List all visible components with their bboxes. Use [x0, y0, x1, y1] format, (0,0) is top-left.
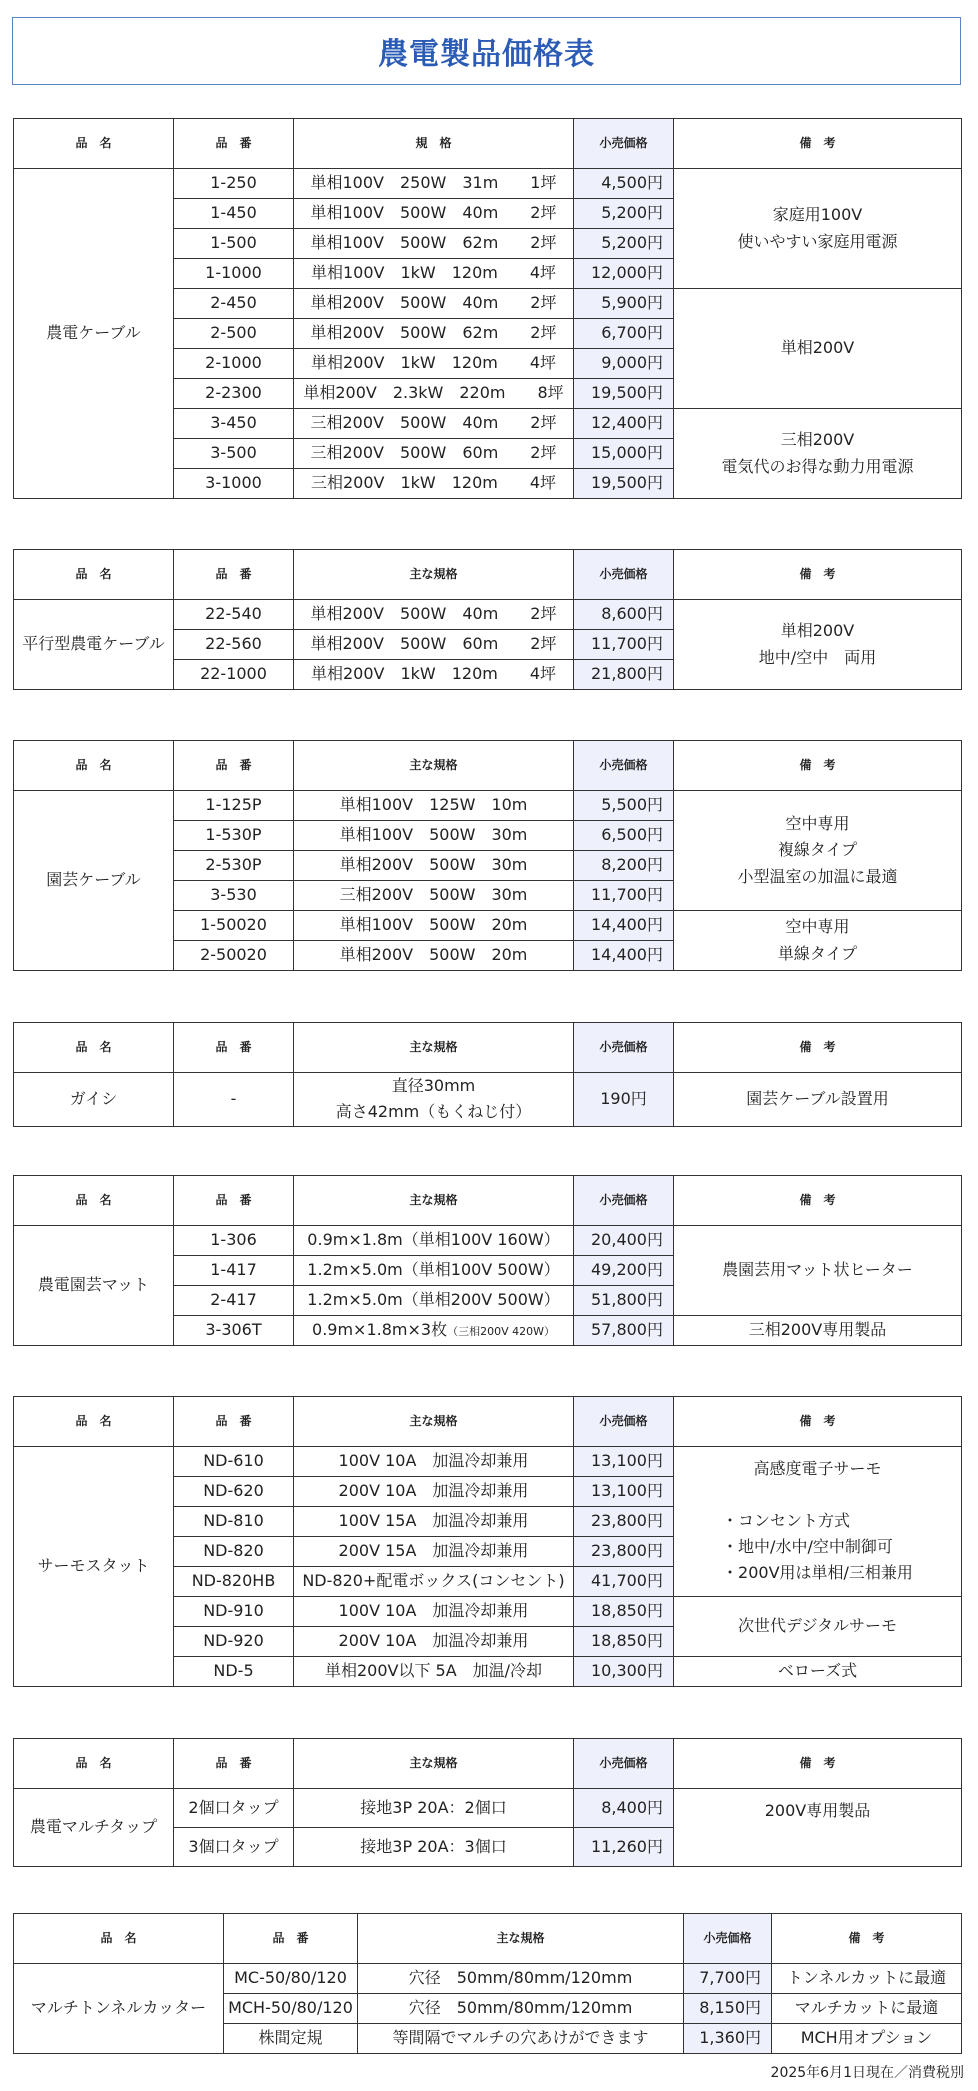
remarks-cell: 園芸ケーブル設置用 [674, 1073, 962, 1127]
spec-cell: 200V 15A 加温冷却兼用 [294, 1537, 574, 1567]
code-cell: 株間定規 [224, 2024, 358, 2054]
spec-cell: 200V 10A 加温冷却兼用 [294, 1477, 574, 1507]
price-cell: 6,700円 [574, 319, 674, 349]
remark-line: ・地中/水中/空中制御可 [722, 1537, 893, 1556]
header-remarks: 備 考 [674, 119, 962, 169]
code-cell: 2-50020 [174, 941, 294, 971]
table-header-row [14, 550, 962, 600]
code-cell: 1-417 [174, 1256, 294, 1286]
table-row [14, 1964, 962, 1994]
code-cell: - [174, 1073, 294, 1127]
spec-line: 高さ42mm（もくねじ付） [335, 1102, 532, 1122]
remarks-cell: ベローズ式 [674, 1657, 962, 1687]
spec-cell [294, 1073, 574, 1127]
remarks-cell [674, 600, 962, 690]
header-price: 小売価格 [574, 119, 674, 169]
price-cell: 1,360円 [684, 2024, 772, 2054]
remarks-cell [674, 1447, 962, 1597]
remarks-cell: MCH用オプション [772, 2024, 962, 2054]
spec-cell: 接地3P 20A：3個口 [294, 1828, 574, 1867]
category-cell: 農電ケーブル [14, 169, 174, 499]
spec-cell: 100V 15A 加温冷却兼用 [294, 1507, 574, 1537]
category-cell: 平行型農電ケーブル [14, 600, 174, 690]
header-remarks: 備 考 [674, 550, 962, 600]
remark-line [678, 1483, 957, 1508]
price-table-parallel-cable [13, 549, 962, 690]
header-name: 品 名 [14, 119, 174, 169]
code-cell: 1-530P [174, 821, 294, 851]
price-cell: 14,400円 [574, 941, 674, 971]
price-cell: 5,500円 [574, 791, 674, 821]
price-cell: 21,800円 [574, 660, 674, 690]
header-price: 小売価格 [684, 1914, 772, 1964]
spec-cell: 単相200V 1kW 120m 4坪 [294, 349, 574, 379]
remarks-cell [674, 911, 962, 971]
code-cell: 22-560 [174, 630, 294, 660]
spec-cell: 単相100V 1kW 120m 4坪 [294, 259, 574, 289]
price-table-cable [13, 118, 962, 499]
spec-main: 0.9m×1.8m×3枚 [312, 1320, 448, 1340]
remark-line: 使いやすい家庭用電源 [737, 231, 898, 251]
header-code: 品 番 [174, 1023, 294, 1073]
spec-line: 直径30mm [391, 1076, 476, 1095]
spec-cell: 100V 10A 加温冷却兼用 [294, 1597, 574, 1627]
header-price: 小売価格 [574, 741, 674, 791]
spec-cell: 単相100V 250W 31m 1坪 [294, 169, 574, 199]
code-cell: MCH-50/80/120 [224, 1994, 358, 2024]
category-cell: 農電園芸マット [14, 1226, 174, 1346]
spec-cell: 単相200V 2.3kW 220m 8坪 [294, 379, 574, 409]
price-cell: 9,000円 [574, 349, 674, 379]
price-cell: 6,500円 [574, 821, 674, 851]
code-cell: ND-610 [174, 1447, 294, 1477]
spec-cell: 0.9m×1.8m（単相100V 160W） [294, 1226, 574, 1256]
code-cell: 22-540 [174, 600, 294, 630]
table-header-row [14, 1023, 962, 1073]
code-cell: 3個口タップ [174, 1828, 294, 1867]
remark-line: 単相200V [780, 621, 855, 641]
remark-line: ・200V用は単相/三相兼用 [722, 1563, 913, 1583]
remark-line: 地中/空中 両用 [758, 647, 877, 667]
spec-cell: 接地3P 20A：2個口 [294, 1789, 574, 1828]
code-cell: 1-450 [174, 199, 294, 229]
header-price: 小売価格 [574, 1023, 674, 1073]
spec-cell: 単相100V 500W 40m 2坪 [294, 199, 574, 229]
code-cell: 1-250 [174, 169, 294, 199]
code-cell: 3-306T [174, 1316, 294, 1346]
remarks-cell: 三相200V専用製品 [674, 1316, 962, 1346]
price-cell: 4,500円 [574, 169, 674, 199]
code-cell: ND-620 [174, 1477, 294, 1507]
header-spec: 主な規格 [294, 1176, 574, 1226]
table-header-row [14, 119, 962, 169]
code-cell: ND-820HB [174, 1567, 294, 1597]
price-cell: 8,600円 [574, 600, 674, 630]
category-cell: サーモスタット [14, 1447, 174, 1687]
spec-cell: 単相100V 500W 20m [294, 911, 574, 941]
spec-cell: 単相200V 1kW 120m 4坪 [294, 660, 574, 690]
header-name: 品 名 [14, 550, 174, 600]
spec-note: （三相200V 420W） [447, 1325, 555, 1339]
table-row [14, 169, 962, 199]
price-cell: 190円 [574, 1073, 674, 1127]
spec-cell: 単相100V 125W 10m [294, 791, 574, 821]
header-spec: 主な規格 [358, 1914, 684, 1964]
header-spec: 主な規格 [294, 1739, 574, 1789]
header-spec: 主な規格 [294, 1397, 574, 1447]
spec-cell: 単相200V 500W 60m 2坪 [294, 630, 574, 660]
code-cell: 2-2300 [174, 379, 294, 409]
price-table-tunnel-cutter [13, 1913, 962, 2054]
price-table-mat [13, 1175, 962, 1346]
header-spec: 主な規格 [294, 741, 574, 791]
spec-cell: 単相200V以下 5A 加温/冷却 [294, 1657, 574, 1687]
remarks-cell: マルチカットに最適 [772, 1994, 962, 2024]
remark-line: 空中専用 [785, 917, 850, 937]
header-price: 小売価格 [574, 1397, 674, 1447]
code-cell: 3-500 [174, 439, 294, 469]
page-title: 農電製品価格表 [378, 37, 595, 72]
remark-line: 空中専用 [785, 813, 850, 833]
remark-bullets [722, 1508, 913, 1587]
remark-line: 単線タイプ [777, 943, 858, 963]
spec-cell: 単相200V 500W 62m 2坪 [294, 319, 574, 349]
code-cell: 1-500 [174, 229, 294, 259]
remarks-cell: 200V専用製品 [674, 1789, 962, 1867]
header-name: 品 名 [14, 1176, 174, 1226]
price-cell: 8,150円 [684, 1994, 772, 2024]
price-cell: 23,800円 [574, 1537, 674, 1567]
table-row [14, 1789, 962, 1828]
code-cell: ND-920 [174, 1627, 294, 1657]
spec-cell: 単相200V 500W 30m [294, 851, 574, 881]
code-cell: 3-530 [174, 881, 294, 911]
header-remarks: 備 考 [674, 1176, 962, 1226]
footer-note: 2025年6月1日現在／消費税別 [770, 2065, 964, 2081]
code-cell: 1-125P [174, 791, 294, 821]
price-cell: 19,500円 [574, 379, 674, 409]
spec-cell: 単相200V 500W 20m [294, 941, 574, 971]
header-code: 品 番 [174, 1397, 294, 1447]
remark-line: 家庭用100V [772, 205, 863, 225]
table-header-row [14, 1176, 962, 1226]
title-box [12, 17, 961, 85]
price-table-garden-cable [13, 740, 962, 971]
code-cell: 3-1000 [174, 469, 294, 499]
price-cell: 18,850円 [574, 1597, 674, 1627]
price-cell: 13,100円 [574, 1477, 674, 1507]
remarks-cell [674, 289, 962, 409]
header-code: 品 番 [174, 1176, 294, 1226]
header-code: 品 番 [174, 741, 294, 791]
table-header-row [14, 1914, 962, 1964]
code-cell: 2-530P [174, 851, 294, 881]
price-cell: 15,000円 [574, 439, 674, 469]
remarks-cell [674, 791, 962, 911]
price-cell: 19,500円 [574, 469, 674, 499]
remarks-cell [674, 169, 962, 289]
spec-cell: 200V 10A 加温冷却兼用 [294, 1627, 574, 1657]
header-name: 品 名 [14, 741, 174, 791]
price-cell: 5,200円 [574, 199, 674, 229]
header-price: 小売価格 [574, 550, 674, 600]
header-remarks: 備 考 [674, 1023, 962, 1073]
code-cell: MC-50/80/120 [224, 1964, 358, 1994]
code-cell: ND-820 [174, 1537, 294, 1567]
remark-line: 小型温室の加温に最適 [737, 866, 898, 886]
spec-cell: 三相200V 1kW 120m 4坪 [294, 469, 574, 499]
price-cell: 23,800円 [574, 1507, 674, 1537]
price-cell: 5,900円 [574, 289, 674, 319]
code-cell: 3-450 [174, 409, 294, 439]
table-header-row [14, 741, 962, 791]
price-cell: 11,260円 [574, 1828, 674, 1867]
remark-line: 三相200V [780, 430, 855, 450]
code-cell: 1-306 [174, 1226, 294, 1256]
table-row [14, 1226, 962, 1256]
spec-cell: 三相200V 500W 30m [294, 881, 574, 911]
header-code: 品 番 [174, 550, 294, 600]
category-cell: 農電マルチタップ [14, 1789, 174, 1867]
header-remarks: 備 考 [674, 1397, 962, 1447]
table-row [14, 600, 962, 630]
price-table-thermostat [13, 1396, 962, 1687]
code-cell: 1-1000 [174, 259, 294, 289]
code-cell: 2-500 [174, 319, 294, 349]
remarks-cell [674, 409, 962, 499]
price-table-insulator [13, 1022, 962, 1127]
price-cell: 5,200円 [574, 229, 674, 259]
spec-cell: 単相100V 500W 30m [294, 821, 574, 851]
header-spec: 主な規格 [294, 550, 574, 600]
header-price: 小売価格 [574, 1176, 674, 1226]
remarks-cell: 農園芸用マット状ヒーター [674, 1226, 962, 1316]
code-cell: ND-5 [174, 1657, 294, 1687]
spec-cell: ND-820+配電ボックス(コンセント) [294, 1567, 574, 1597]
remark-line: 高感度電子サーモ [753, 1459, 882, 1479]
table-row [14, 791, 962, 821]
price-cell: 10,300円 [574, 1657, 674, 1687]
price-cell: 49,200円 [574, 1256, 674, 1286]
code-cell: 22-1000 [174, 660, 294, 690]
spec-cell: 穴径 50mm/80mm/120mm [358, 1964, 684, 1994]
header-remarks: 備 考 [674, 741, 962, 791]
code-cell: 2-1000 [174, 349, 294, 379]
price-cell: 7,700円 [684, 1964, 772, 1994]
remark-line: ・コンセント方式 [722, 1510, 851, 1530]
price-cell: 8,200円 [574, 851, 674, 881]
remarks-cell: トンネルカットに最適 [772, 1964, 962, 1994]
header-name: 品 名 [14, 1023, 174, 1073]
spec-cell: 単相100V 500W 62m 2坪 [294, 229, 574, 259]
spec-cell [294, 1316, 574, 1346]
price-cell: 14,400円 [574, 911, 674, 941]
header-remarks: 備 考 [772, 1914, 962, 1964]
remark-line: 単相200V [780, 338, 855, 358]
code-cell: 1-50020 [174, 911, 294, 941]
spec-cell: 1.2m×5.0m（単相100V 500W） [294, 1256, 574, 1286]
table-header-row [14, 1397, 962, 1447]
spec-cell: 三相200V 500W 60m 2坪 [294, 439, 574, 469]
header-name: 品 名 [14, 1397, 174, 1447]
spec-cell: 1.2m×5.0m（単相200V 500W） [294, 1286, 574, 1316]
header-price: 小売価格 [574, 1739, 674, 1789]
price-cell: 12,400円 [574, 409, 674, 439]
price-cell: 20,400円 [574, 1226, 674, 1256]
header-code: 品 番 [174, 1739, 294, 1789]
category-cell: 園芸ケーブル [14, 791, 174, 971]
remark-line: 複線タイプ [777, 840, 858, 860]
code-cell: 2-450 [174, 289, 294, 319]
remark-line: 電気代のお得な動力用電源 [721, 456, 914, 476]
table-row [14, 1447, 962, 1477]
header-code: 品 番 [224, 1914, 358, 1964]
table-header-row [14, 1739, 962, 1789]
code-cell: 2-417 [174, 1286, 294, 1316]
price-cell: 11,700円 [574, 881, 674, 911]
price-cell: 51,800円 [574, 1286, 674, 1316]
price-cell: 8,400円 [574, 1789, 674, 1828]
price-cell: 41,700円 [574, 1567, 674, 1597]
table-row [14, 1073, 962, 1127]
header-spec: 規 格 [294, 119, 574, 169]
price-cell: 13,100円 [574, 1447, 674, 1477]
remarks-cell: 次世代デジタルサーモ [674, 1597, 962, 1657]
code-cell: ND-910 [174, 1597, 294, 1627]
price-cell: 18,850円 [574, 1627, 674, 1657]
code-cell: ND-810 [174, 1507, 294, 1537]
spec-cell: 穴径 50mm/80mm/120mm [358, 1994, 684, 2024]
spec-cell: 100V 10A 加温冷却兼用 [294, 1447, 574, 1477]
code-cell: 2個口タップ [174, 1789, 294, 1828]
spec-cell: 三相200V 500W 40m 2坪 [294, 409, 574, 439]
price-cell: 11,700円 [574, 630, 674, 660]
header-name: 品 名 [14, 1914, 224, 1964]
category-cell: マルチトンネルカッター [14, 1964, 224, 2054]
spec-cell: 単相200V 500W 40m 2坪 [294, 600, 574, 630]
price-cell: 57,800円 [574, 1316, 674, 1346]
spec-cell: 等間隔でマルチの穴あけができます [358, 2024, 684, 2054]
header-remarks: 備 考 [674, 1739, 962, 1789]
header-code: 品 番 [174, 119, 294, 169]
price-cell: 12,000円 [574, 259, 674, 289]
header-name: 品 名 [14, 1739, 174, 1789]
header-spec: 主な規格 [294, 1023, 574, 1073]
category-cell: ガイシ [14, 1073, 174, 1127]
spec-cell: 単相200V 500W 40m 2坪 [294, 289, 574, 319]
price-table-multitap [13, 1738, 962, 1867]
